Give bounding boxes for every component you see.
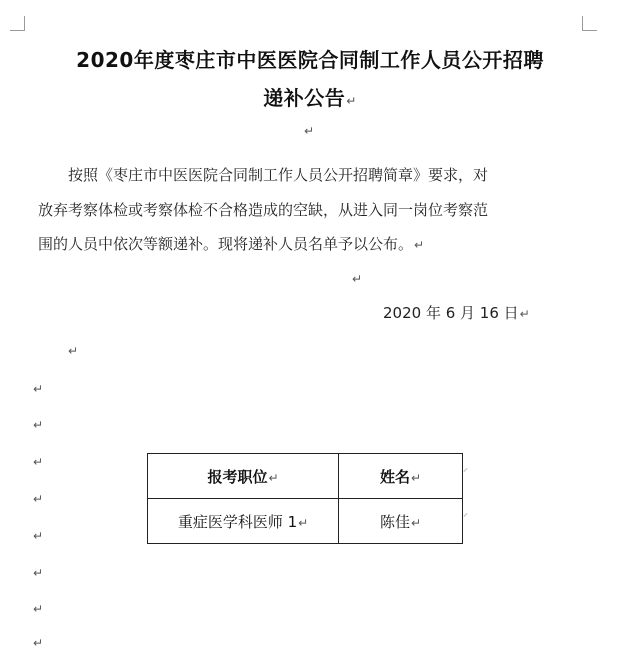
paragraph-mark: ↵ xyxy=(33,455,44,469)
crop-mark-top-right xyxy=(582,16,597,31)
cell-mark: ↵ xyxy=(298,515,309,530)
cell-mark: ↵ xyxy=(410,470,422,485)
paragraph-mark: ↵ xyxy=(33,636,44,650)
body-line-2: 放弃考察体检或考察体检不合格造成的空缺，从进入同一岗位考察范 xyxy=(38,201,489,219)
paragraph-mark: ↵ xyxy=(414,238,425,252)
header-name: 姓名↵ xyxy=(339,454,463,499)
body-line-3: 围的人员中依次等额递补。现将递补人员名单予以公布。↵ xyxy=(38,235,425,253)
cell-position: 重症医学科医师 1↵ xyxy=(148,499,339,544)
title-line-1: 2020年度枣庄市中医医院合同制工作人员公开招聘 xyxy=(76,48,544,72)
paragraph-mark: ↵ xyxy=(33,566,44,580)
table-row xyxy=(148,499,463,544)
row-end-mark: ⸝ xyxy=(463,463,468,474)
paragraph-mark: ↵ xyxy=(33,602,44,616)
paragraph-mark: ↵ xyxy=(519,307,530,321)
paragraph-mark: ↵ xyxy=(68,344,79,358)
paragraph-mark: ↵ xyxy=(33,418,44,432)
title-line-2: 递补公告↵ xyxy=(263,86,357,110)
crop-mark-top-left xyxy=(10,16,25,31)
paragraph-mark: ↵ xyxy=(352,272,363,286)
paragraph-mark: ↵ xyxy=(304,124,315,138)
paragraph-mark: ↵ xyxy=(33,529,44,543)
table-header-row xyxy=(148,454,463,499)
header-position: 报考职位↵ xyxy=(148,454,339,499)
paragraph-mark: ↵ xyxy=(33,382,44,396)
paragraph-mark: ↵ xyxy=(33,492,44,506)
publish-date: 2020 年 6 月 16 日↵ xyxy=(383,304,530,322)
cell-name: 陈佳↵ xyxy=(339,499,463,544)
paragraph-mark: ↵ xyxy=(346,94,357,108)
cell-mark: ↵ xyxy=(268,470,279,485)
cell-mark: ↵ xyxy=(410,515,422,530)
row-end-mark: ⸝ xyxy=(463,508,468,519)
body-line-1: 按照《枣庄市中医医院合同制工作人员公开招聘简章》要求，对 xyxy=(68,166,489,184)
candidate-table xyxy=(147,453,463,544)
